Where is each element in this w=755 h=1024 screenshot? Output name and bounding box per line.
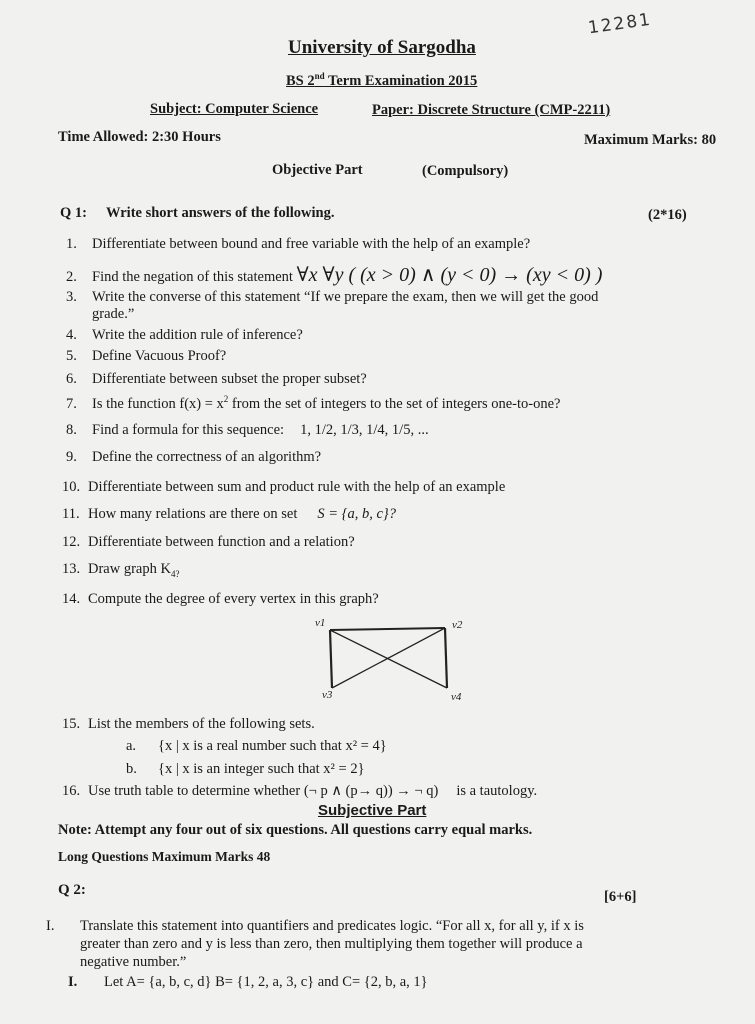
q1-label: Q 1: — [60, 205, 87, 221]
q1-item-15b: b. {x | x is an integer such that x² = 2} — [126, 761, 365, 777]
q1-item-16: 16. Use truth table to determine whether (¬ p ∧ (p→ q)) → ¬ q) is a tautology. — [62, 783, 538, 799]
paper-line: Paper: Discrete Structure (CMP-2211) — [372, 102, 611, 118]
q2-part-I-line2: greater than zero and y is less than zero, then multiplying them together will produce a — [80, 936, 583, 952]
q1-item-13: 13. Draw graph $K_{4?}$ — [62, 561, 180, 579]
compulsory-label: (Compulsory) — [422, 163, 509, 179]
q1-marks: (2*16) — [648, 207, 687, 223]
q2-part-II-label: I. — [68, 974, 78, 990]
q1-item-9: 9. Define the correctness of an algorithm? — [66, 449, 322, 465]
vertex-v1-label: v1 — [315, 617, 326, 629]
q1-item-11: 11. How many relations are there on set S = {a, b, c}? — [62, 506, 396, 522]
subjective-title: Subjective Part — [318, 802, 427, 819]
handwritten-number: 12281 — [586, 9, 654, 39]
q2-part-I-label: I. — [46, 918, 55, 934]
q1-item-4: 4. Write the addition rule of inference? — [66, 327, 303, 343]
objective-part: Objective Part — [272, 162, 363, 178]
q2-part-II-text: Let A= {a, b, c, d} B= {1, 2, a, 3, c} and C= {2, b, a, 1} — [104, 974, 428, 990]
q1-item-15: 15. List the members of the following sets. — [62, 716, 315, 732]
q1-item-5: 5. Define Vacuous Proof? — [66, 348, 227, 364]
q2-label: Q 2: — [58, 882, 86, 898]
exam-title: BS 2nd Term Examination 2015 — [286, 71, 478, 89]
q1-title: Write short answers of the following. — [106, 205, 335, 221]
q1-item-10: 10. Differentiate between sum and product rule with the help of an example — [62, 479, 506, 495]
maximum-marks: Maximum Marks: 80 — [584, 132, 717, 148]
q1-item-15a: a. {x | x is a real number such that x² = 4} — [126, 738, 387, 754]
q2-marks: [6+6] — [604, 889, 637, 905]
vertex-v3-label: v3 — [322, 689, 333, 701]
q1-item-1: 1. Differentiate between bound and free variable with the help of an example? — [66, 236, 531, 252]
subjective-note: Note: Attempt any four out of six questions. All questions carry equal marks. — [58, 822, 533, 838]
subject-line: Subject: Computer Science — [150, 101, 319, 117]
vertex-graph — [312, 612, 482, 704]
q2-part-I-line1: Translate this statement into quantifiers and predicates logic. “For all x, for all y, if x is — [80, 918, 584, 934]
q1-item-6: 6. Differentiate between subset the proper subset? — [66, 371, 367, 387]
vertex-v2-label: v2 — [452, 619, 463, 631]
q1-item-8: 8. Find a formula for this sequence: 1, 1/2, 1/3, 1/4, 1/5, ... — [66, 422, 429, 438]
edge-v2-v4 — [445, 628, 447, 688]
q1-item-2: 2. Find the negation of this statement ∀x ∀y ( (x > 0) ∧ (y < 0) → (xy < 0) ) — [66, 264, 603, 286]
negation-formula: ∀x ∀y ( (x > 0) ∧ (y < 0) → (xy < 0) ) — [296, 264, 603, 286]
edge-v1-v2 — [330, 628, 445, 630]
q1-item-3: 3. Write the converse of this statement “If we prepare the exam, then we will get the good — [66, 289, 599, 305]
q2-part-I-line3: negative number.” — [80, 954, 187, 970]
q1-item-14: 14. Compute the degree of every vertex in this graph? — [62, 591, 379, 607]
long-questions-marks: Long Questions Maximum Marks 48 — [58, 849, 271, 864]
q1-item-3-cont: grade.” — [92, 306, 135, 322]
q1-item-7: 7. Is the function $f(x) = x^2$ from the set of integers to the set of integers one-to-one? — [66, 394, 561, 412]
time-allowed: Time Allowed: 2:30 Hours — [58, 129, 221, 145]
vertex-v4-label: v4 — [451, 691, 462, 703]
edge-v1-v3 — [330, 630, 332, 688]
university-title: University of Sargodha — [288, 37, 476, 58]
q1-item-12: 12. Differentiate between function and a relation? — [62, 534, 355, 550]
